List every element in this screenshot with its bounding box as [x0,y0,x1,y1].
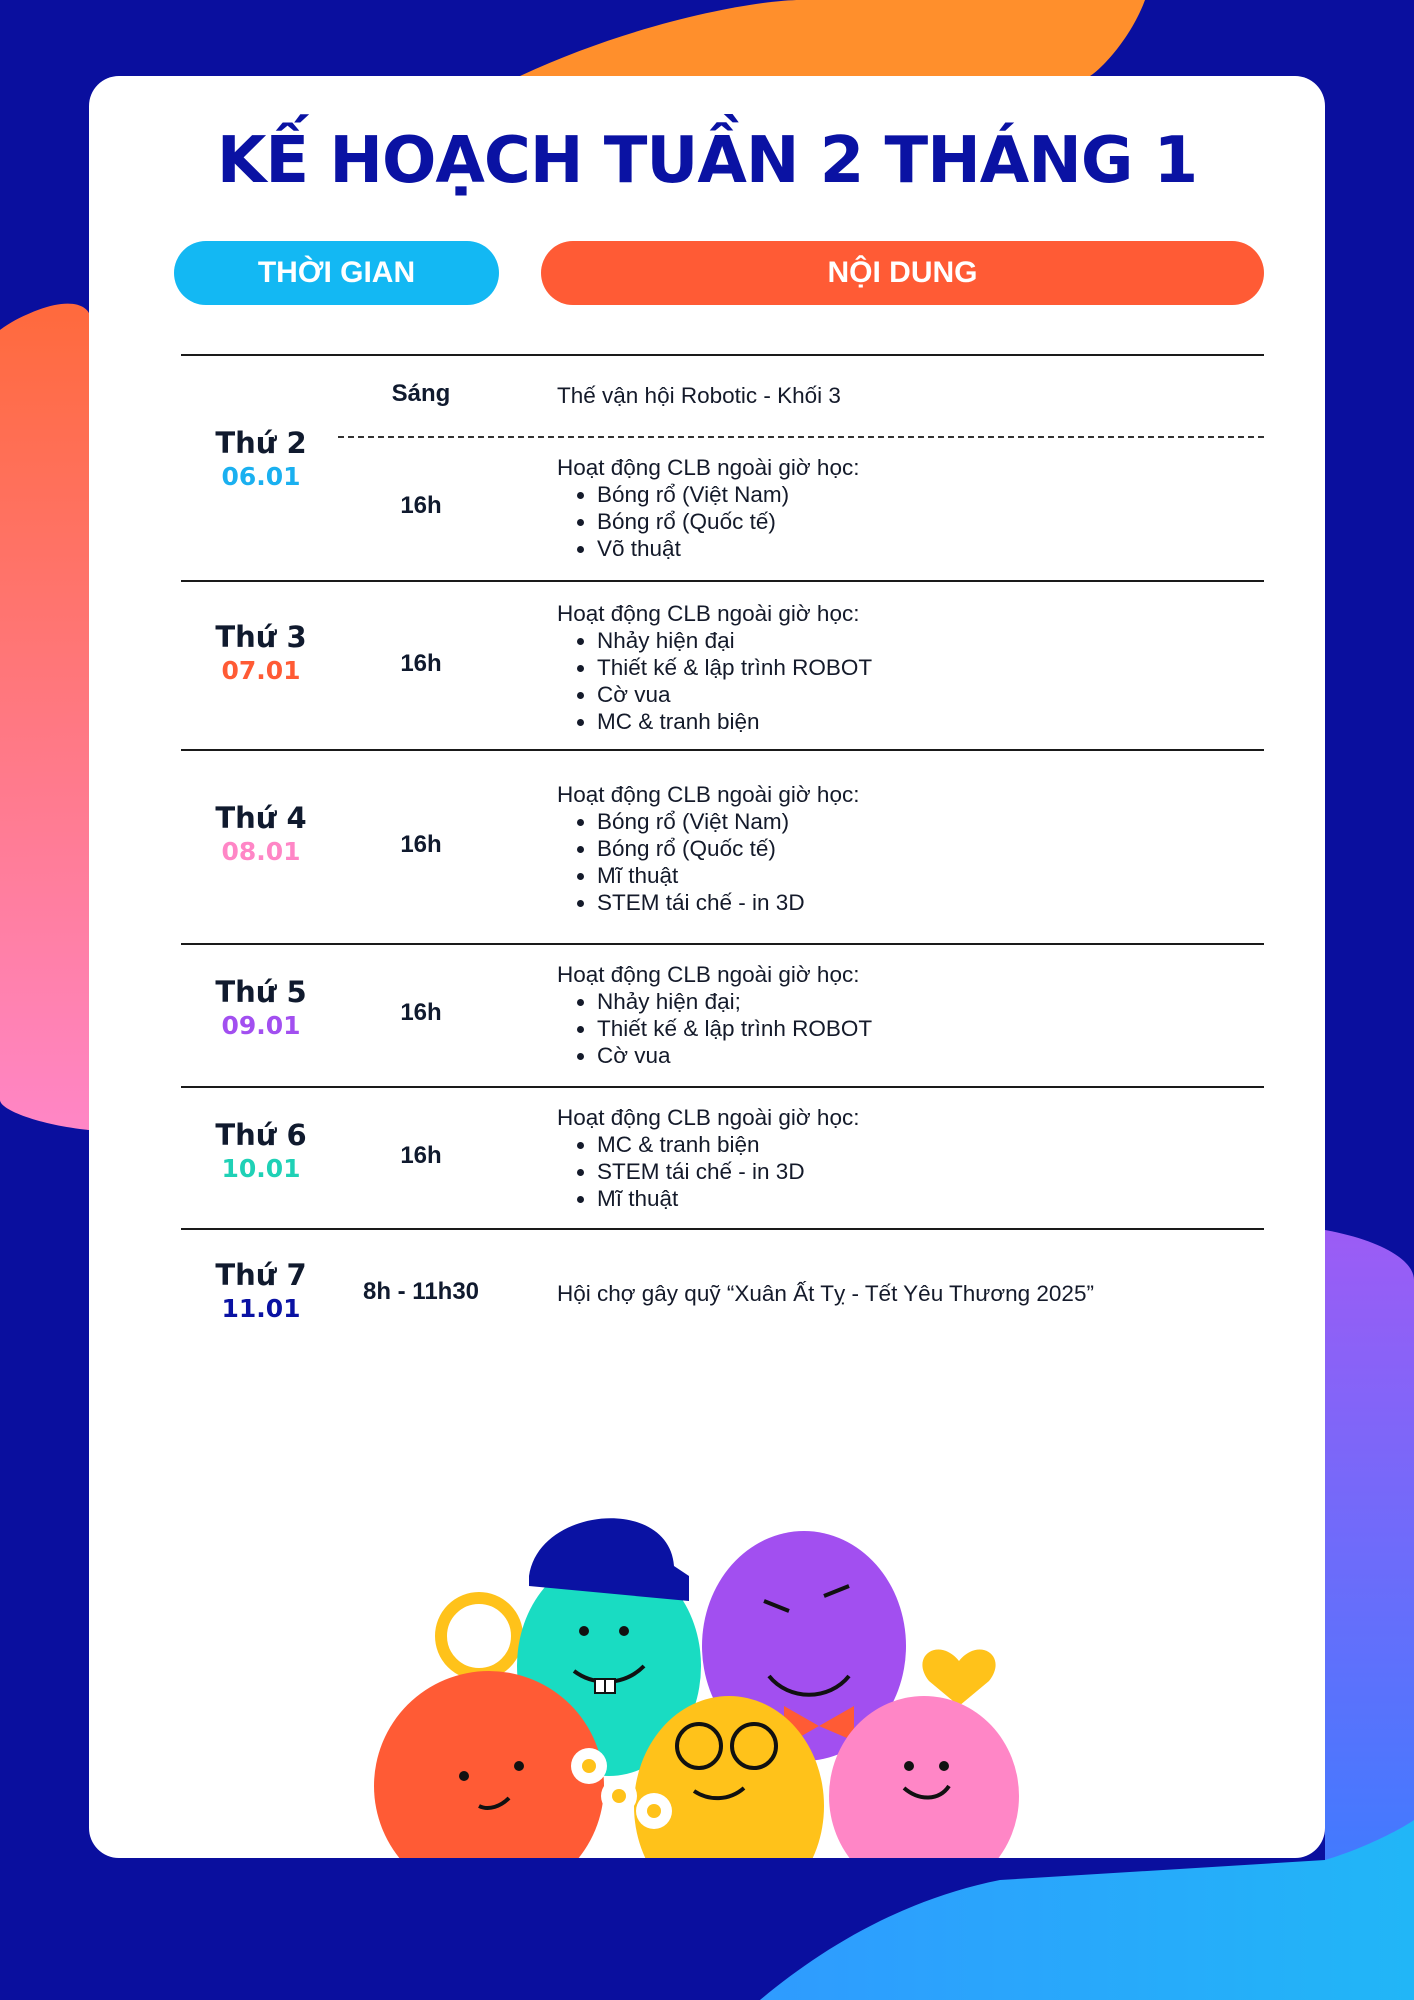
list-item: • Nhảy hiện đại; [597,988,1257,1015]
list-item: • Bóng rổ (Quốc tế) [597,508,1257,535]
day-name: Thứ 7 [215,1258,307,1292]
content-cell: Thế vận hội Robotic - Khối 3 [557,383,841,408]
list-item: • Võ thuật [597,535,1257,562]
day-date: 09.01 [221,1011,301,1040]
content-intro: Hoạt động CLB ngoài giờ học: [557,1105,860,1130]
day-date: 11.01 [221,1294,301,1323]
list-item: • Cờ vua [597,1042,1257,1069]
time-cell: 8h - 11h30 [362,1278,480,1305]
list-item: • Bóng rổ (Việt Nam) [597,481,1257,508]
list-item: • Bóng rổ (Việt Nam) [597,808,1257,835]
day-date: 08.01 [221,837,301,866]
time-cell: 16h [400,831,442,858]
page-title: KẾ HOẠCH TUẦN 2 THÁNG 1 [216,124,1198,198]
list-item: • STEM tái chế - in 3D [597,889,1257,916]
time-cell: 16h [400,999,442,1026]
list-item: • MC & tranh biện [597,1131,1257,1158]
mascot-illustration [89,76,1325,1858]
time-cell: 16h [400,1142,442,1169]
time-column-header: THỜI GIAN [174,241,499,305]
list-item: • Thiết kế & lập trình ROBOT [597,654,1257,681]
list-item: • Mĩ thuật [597,1185,1257,1212]
magnifier-icon [441,1598,517,1674]
list-item: • Cờ vua [597,681,1257,708]
list-item: • Bóng rổ (Quốc tế) [597,835,1257,862]
content-intro: Hoạt động CLB ngoài giờ học: [557,601,860,626]
day-date: 07.01 [221,656,301,685]
content-cell: Hội chợ gây quỹ “Xuân Ất Tỵ - Tết Yêu Thương 2025” [557,1281,1094,1306]
content-intro: Hoạt động CLB ngoài giờ học: [557,782,860,807]
day-name: Thứ 4 [215,801,307,835]
list-item: • Thiết kế & lập trình ROBOT [597,1015,1257,1042]
list-item: • Mĩ thuật [597,862,1257,889]
day-date: 10.01 [221,1154,301,1183]
list-item: • MC & tranh biện [597,708,1257,735]
day-name: Thứ 6 [215,1118,307,1152]
content-intro: Hoạt động CLB ngoài giờ học: [557,455,860,480]
content-intro: Hoạt động CLB ngoài giờ học: [557,962,860,987]
time-cell: 16h [400,650,442,677]
day-name: Thứ 3 [215,620,307,654]
schedule-card [89,76,1325,1858]
day-name: Thứ 5 [215,975,307,1009]
time-cell: Sáng [391,380,451,407]
list-item: • STEM tái chế - in 3D [597,1158,1257,1185]
list-item: • Nhảy hiện đại [597,627,1257,654]
day-name: Thứ 2 [215,426,307,460]
content-column-header: NỘI DUNG [541,241,1264,305]
time-cell: 16h [400,492,442,519]
day-date: 06.01 [221,462,301,491]
